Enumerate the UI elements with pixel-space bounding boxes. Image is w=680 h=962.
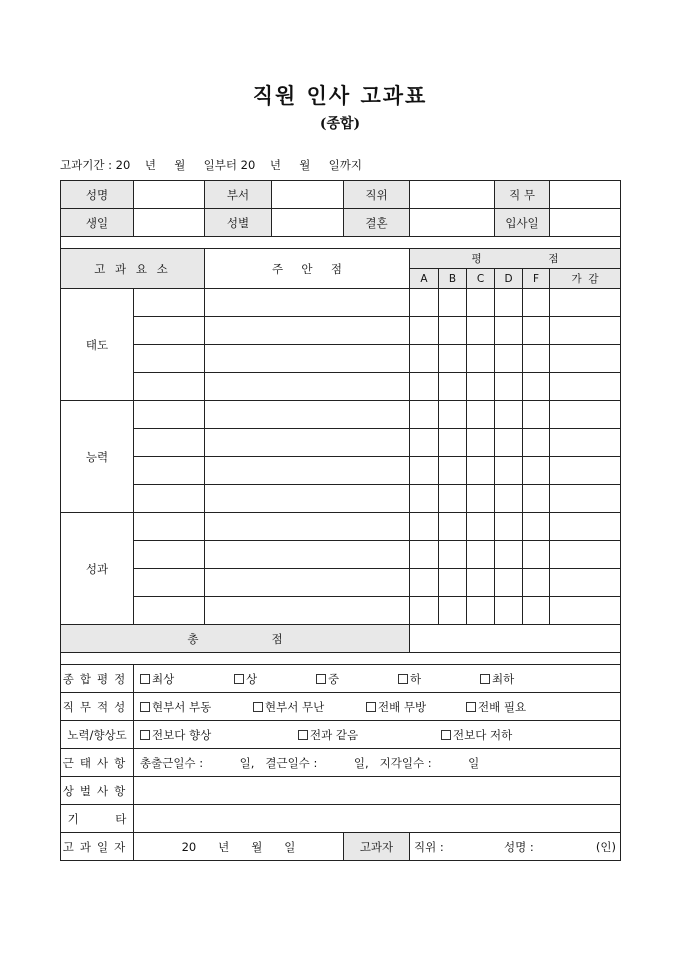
grade-cell[interactable] bbox=[495, 457, 523, 485]
table-row bbox=[61, 597, 621, 625]
dept-label: 부서 bbox=[205, 181, 272, 209]
category-performance: 성과 bbox=[61, 513, 134, 625]
evaluator-position: 직위 : bbox=[414, 839, 444, 854]
option-mid[interactable]: 중 bbox=[316, 671, 398, 687]
birth-field[interactable] bbox=[134, 209, 205, 237]
other-field[interactable] bbox=[134, 805, 621, 833]
seal-mark: (인) bbox=[595, 839, 617, 854]
effort-label: 노력/향상도 bbox=[61, 721, 134, 749]
checkbox-icon bbox=[140, 730, 150, 740]
grade-cell[interactable] bbox=[495, 317, 523, 345]
table-row bbox=[61, 401, 621, 429]
marriage-label: 결혼 bbox=[344, 209, 410, 237]
adjust-cell[interactable] bbox=[550, 597, 621, 625]
grade-cell[interactable] bbox=[439, 289, 467, 317]
table-row bbox=[61, 429, 621, 457]
grade-cell[interactable] bbox=[410, 485, 439, 513]
duty-label: 직 무 bbox=[495, 181, 550, 209]
grade-cell[interactable] bbox=[410, 401, 439, 429]
reward-label: 상벌사항 bbox=[61, 777, 134, 805]
evaluation-form-table bbox=[60, 180, 621, 861]
checkbox-icon bbox=[140, 674, 150, 684]
grade-cell[interactable] bbox=[410, 317, 439, 345]
checkbox-icon bbox=[480, 674, 490, 684]
grade-cell[interactable] bbox=[410, 569, 439, 597]
factor-cell[interactable] bbox=[134, 513, 205, 541]
grade-cell[interactable] bbox=[439, 457, 467, 485]
position-field[interactable] bbox=[410, 181, 495, 209]
overall-label: 종합평정 bbox=[61, 665, 134, 693]
focus-cell[interactable] bbox=[205, 317, 410, 345]
grade-cell[interactable] bbox=[410, 429, 439, 457]
grade-cell[interactable] bbox=[439, 401, 467, 429]
grade-f-header: F bbox=[523, 269, 550, 289]
grade-cell[interactable] bbox=[439, 541, 467, 569]
table-row bbox=[61, 513, 621, 541]
grade-cell[interactable] bbox=[495, 345, 523, 373]
grade-cell[interactable] bbox=[439, 317, 467, 345]
checkbox-icon bbox=[316, 674, 326, 684]
spacer-row bbox=[61, 237, 621, 249]
adjust-cell[interactable] bbox=[550, 457, 621, 485]
option-transfer-needed[interactable]: 전배 필요 bbox=[466, 699, 526, 715]
marriage-field[interactable] bbox=[410, 209, 495, 237]
join-field[interactable] bbox=[550, 209, 621, 237]
focus-cell[interactable] bbox=[205, 429, 410, 457]
evaluator-label: 고과자 bbox=[344, 833, 410, 861]
total-field[interactable] bbox=[410, 625, 621, 653]
grade-cell[interactable] bbox=[467, 597, 495, 625]
grade-cell[interactable] bbox=[495, 597, 523, 625]
category-attitude: 태도 bbox=[61, 289, 134, 401]
grade-cell[interactable] bbox=[523, 345, 550, 373]
adjust-cell[interactable] bbox=[550, 289, 621, 317]
focus-cell[interactable] bbox=[205, 289, 410, 317]
eval-date-label: 고과일자 bbox=[61, 833, 134, 861]
factor-cell[interactable] bbox=[134, 289, 205, 317]
grade-cell[interactable] bbox=[523, 429, 550, 457]
adjust-cell[interactable] bbox=[550, 541, 621, 569]
option-lowest[interactable]: 최하 bbox=[480, 671, 514, 687]
grade-cell[interactable] bbox=[467, 569, 495, 597]
option-transfer-ok[interactable]: 전배 무방 bbox=[366, 699, 466, 715]
evaluation-period: 고과기간 : 20 년 월 일부터 20 년 월 일까지 bbox=[60, 158, 362, 172]
dept-field[interactable] bbox=[272, 181, 344, 209]
option-low[interactable]: 하 bbox=[398, 671, 480, 687]
grade-cell[interactable] bbox=[410, 457, 439, 485]
grade-cell[interactable] bbox=[495, 485, 523, 513]
grade-cell[interactable] bbox=[467, 345, 495, 373]
grade-cell[interactable] bbox=[495, 401, 523, 429]
gender-label: 성별 bbox=[205, 209, 272, 237]
score-header: 평 점 bbox=[410, 249, 621, 269]
duty-field[interactable] bbox=[550, 181, 621, 209]
option-same[interactable]: 전과 같음 bbox=[298, 727, 441, 743]
grade-cell[interactable] bbox=[410, 345, 439, 373]
grade-cell[interactable] bbox=[467, 485, 495, 513]
grade-cell[interactable] bbox=[495, 541, 523, 569]
grade-cell[interactable] bbox=[523, 569, 550, 597]
adjust-cell[interactable] bbox=[550, 485, 621, 513]
aptitude-options bbox=[134, 693, 621, 721]
table-row bbox=[61, 345, 621, 373]
overall-options bbox=[134, 665, 621, 693]
grade-b-header: B bbox=[439, 269, 467, 289]
checkbox-icon bbox=[253, 702, 263, 712]
total-label: 총 점 bbox=[61, 625, 410, 653]
grade-cell[interactable] bbox=[523, 541, 550, 569]
adjust-cell[interactable] bbox=[550, 429, 621, 457]
evaluator-name: 성명 : bbox=[504, 839, 534, 854]
grade-cell[interactable] bbox=[467, 541, 495, 569]
focus-cell[interactable] bbox=[205, 541, 410, 569]
adjust-cell[interactable] bbox=[550, 373, 621, 401]
option-declined[interactable]: 전보다 저하 bbox=[441, 727, 512, 743]
position-label: 직위 bbox=[344, 181, 410, 209]
focus-cell[interactable] bbox=[205, 373, 410, 401]
grade-cell[interactable] bbox=[467, 429, 495, 457]
factor-cell[interactable] bbox=[134, 401, 205, 429]
other-label: 기 타 bbox=[61, 805, 134, 833]
grade-cell[interactable] bbox=[523, 373, 550, 401]
adjust-cell[interactable] bbox=[550, 401, 621, 429]
grade-cell[interactable] bbox=[439, 513, 467, 541]
factor-cell[interactable] bbox=[134, 457, 205, 485]
option-stay[interactable]: 현부서 부동 bbox=[140, 699, 253, 715]
option-high[interactable]: 상 bbox=[234, 671, 316, 687]
grade-cell[interactable] bbox=[523, 289, 550, 317]
factor-cell[interactable] bbox=[134, 597, 205, 625]
checkbox-icon bbox=[366, 702, 376, 712]
checkbox-icon bbox=[140, 702, 150, 712]
adjust-cell[interactable] bbox=[550, 317, 621, 345]
adjust-cell[interactable] bbox=[550, 569, 621, 597]
factor-cell[interactable] bbox=[134, 429, 205, 457]
checkbox-icon bbox=[466, 702, 476, 712]
table-row bbox=[61, 541, 621, 569]
adjust-cell[interactable] bbox=[550, 513, 621, 541]
grade-cell[interactable] bbox=[495, 513, 523, 541]
grade-cell[interactable] bbox=[523, 317, 550, 345]
factor-cell[interactable] bbox=[134, 569, 205, 597]
adjust-cell[interactable] bbox=[550, 345, 621, 373]
option-best[interactable]: 최상 bbox=[140, 671, 234, 687]
adjust-header: 가 감 bbox=[550, 269, 621, 289]
birth-label: 생일 bbox=[61, 209, 134, 237]
grade-cell[interactable] bbox=[410, 513, 439, 541]
table-row bbox=[61, 569, 621, 597]
grade-d-header: D bbox=[495, 269, 523, 289]
table-row bbox=[61, 289, 621, 317]
name-label: 성명 bbox=[61, 181, 134, 209]
grade-cell[interactable] bbox=[467, 373, 495, 401]
focus-cell[interactable] bbox=[205, 345, 410, 373]
spacer-row bbox=[61, 653, 621, 665]
focus-cell[interactable] bbox=[205, 597, 410, 625]
grade-cell[interactable] bbox=[523, 513, 550, 541]
factor-cell[interactable] bbox=[134, 485, 205, 513]
eval-date-field[interactable]: 20 년 월 일 bbox=[134, 833, 344, 861]
grade-cell[interactable] bbox=[467, 317, 495, 345]
factor-cell[interactable] bbox=[134, 345, 205, 373]
grade-cell[interactable] bbox=[467, 513, 495, 541]
checkbox-icon bbox=[398, 674, 408, 684]
grade-cell[interactable] bbox=[410, 541, 439, 569]
grade-cell[interactable] bbox=[439, 345, 467, 373]
name-field[interactable] bbox=[134, 181, 205, 209]
checkbox-icon bbox=[441, 730, 451, 740]
option-fine[interactable]: 현부서 무난 bbox=[253, 699, 366, 715]
grade-cell[interactable] bbox=[439, 373, 467, 401]
grade-cell[interactable] bbox=[467, 401, 495, 429]
focus-cell[interactable] bbox=[205, 457, 410, 485]
evaluator-field[interactable] bbox=[410, 833, 621, 861]
focus-cell[interactable] bbox=[205, 513, 410, 541]
grade-cell[interactable] bbox=[439, 429, 467, 457]
option-improved[interactable]: 전보다 향상 bbox=[140, 727, 298, 743]
grade-cell[interactable] bbox=[439, 597, 467, 625]
grade-cell[interactable] bbox=[410, 597, 439, 625]
table-row bbox=[61, 317, 621, 345]
grade-c-header: C bbox=[467, 269, 495, 289]
checkbox-icon bbox=[234, 674, 244, 684]
factor-header: 고 과 요 소 bbox=[61, 249, 205, 289]
reward-field[interactable] bbox=[134, 777, 621, 805]
grade-cell[interactable] bbox=[495, 373, 523, 401]
factor-cell[interactable] bbox=[134, 541, 205, 569]
grade-cell[interactable] bbox=[495, 289, 523, 317]
effort-options bbox=[134, 721, 621, 749]
table-row bbox=[61, 373, 621, 401]
grade-cell[interactable] bbox=[467, 457, 495, 485]
focus-cell[interactable] bbox=[205, 401, 410, 429]
checkbox-icon bbox=[298, 730, 308, 740]
grade-cell[interactable] bbox=[523, 485, 550, 513]
focus-header: 주 안 점 bbox=[205, 249, 410, 289]
grade-cell[interactable] bbox=[410, 289, 439, 317]
factor-cell[interactable] bbox=[134, 317, 205, 345]
attendance-field[interactable]: 총출근일수 : 일, 결근일수 : 일, 지각일수 : 일 bbox=[134, 749, 621, 777]
focus-cell[interactable] bbox=[205, 485, 410, 513]
grade-cell[interactable] bbox=[439, 569, 467, 597]
attendance-label: 근태사항 bbox=[61, 749, 134, 777]
aptitude-label: 직무적성 bbox=[61, 693, 134, 721]
grade-a-header: A bbox=[410, 269, 439, 289]
join-label: 입사일 bbox=[495, 209, 550, 237]
grade-cell[interactable] bbox=[523, 597, 550, 625]
gender-field[interactable] bbox=[272, 209, 344, 237]
focus-cell[interactable] bbox=[205, 569, 410, 597]
grade-cell[interactable] bbox=[495, 569, 523, 597]
grade-cell[interactable] bbox=[439, 485, 467, 513]
grade-cell[interactable] bbox=[523, 401, 550, 429]
category-ability: 능력 bbox=[61, 401, 134, 513]
form-subtitle: (종합) bbox=[319, 116, 361, 132]
form-title: 직원 인사 고과표 bbox=[252, 83, 428, 108]
table-row bbox=[61, 457, 621, 485]
factor-cell[interactable] bbox=[134, 373, 205, 401]
grade-cell[interactable] bbox=[467, 289, 495, 317]
grade-cell[interactable] bbox=[410, 373, 439, 401]
grade-cell[interactable] bbox=[523, 457, 550, 485]
table-row bbox=[61, 485, 621, 513]
grade-cell[interactable] bbox=[495, 429, 523, 457]
